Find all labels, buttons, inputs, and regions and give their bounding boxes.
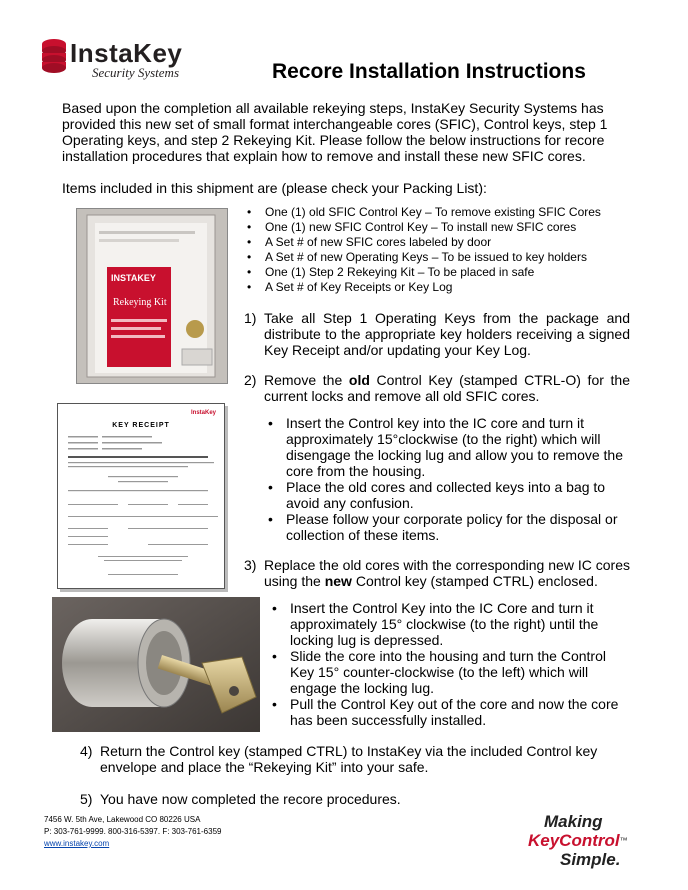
- step-text: Replace the old cores with the corresponding new IC cores using the new Control key (stamped CTRL) enclosed.: [264, 557, 630, 589]
- step-number: 1): [244, 310, 257, 326]
- step-text: Return the Control key (stamped CTRL) to InstaKey via the included Control key envelope and place the “Rekeying Kit” into your safe.: [100, 743, 598, 775]
- step-2-bullets: [268, 415, 628, 543]
- slogan: [528, 812, 628, 869]
- logo-wordmark: InstaKey: [70, 38, 183, 68]
- slogan-line-2: KeyControl: [528, 831, 620, 850]
- step-text: You have now completed the recore procedures.: [100, 791, 401, 807]
- footer-address: 7456 W. 5th Ave, Lakewood CO 80226 USA: [44, 815, 201, 824]
- receipt-brand: InstaKey: [190, 410, 216, 416]
- kit-label-text: Rekeying Kit: [113, 297, 167, 308]
- logo-tagline: Security Systems: [92, 65, 180, 80]
- list-item: • Insert the Control Key into the IC Core and turn it approximately 15° clockwise (to the right) until the locking lug is depressed.: [272, 600, 628, 648]
- list-item: • Please follow your corporate policy for the disposal or collection of these items.: [268, 511, 628, 543]
- slogan-line-3: Simple.: [560, 850, 621, 869]
- step-number: 4): [80, 743, 93, 759]
- slogan-line-1: Making: [544, 812, 603, 831]
- list-item: • Pull the Control Key out of the core and now the core has been successfully installed.: [272, 696, 628, 728]
- intro-paragraph: Based upon the completion all available rekeying steps, InstaKey Security Systems has provided this new set of small format interchangeable cores (SFIC), Control keys, step 1 Operating keys, and step 2 Rekeying Kit. Please follow the below instructions for recore installation procedures that explain how to remove and install these new SFIC cores.: [62, 100, 608, 164]
- step-number: 2): [244, 372, 257, 388]
- list-item: • Slide the core into the housing and turn the Control Key 15° counter-clockwise (to the left) which will engage the locking lug.: [272, 648, 628, 696]
- footer-address-block: [44, 814, 221, 850]
- receipt-title: KEY RECEIPT: [112, 422, 170, 429]
- list-item: • One (1) old SFIC Control Key – To remove existing SFIC Cores: [245, 205, 645, 220]
- shipment-items-list: [245, 205, 645, 295]
- list-item: • A Set # of new SFIC cores labeled by door: [245, 235, 645, 250]
- list-item: • A Set # of Key Receipts or Key Log: [245, 280, 645, 295]
- list-item: • One (1) Step 2 Rekeying Kit – To be placed in safe: [245, 265, 645, 280]
- step-5: [80, 791, 632, 809]
- website-link[interactable]: www.instakey.com: [44, 839, 110, 848]
- step-3: [244, 557, 630, 593]
- core-and-key-photo: [52, 597, 260, 732]
- list-item: • One (1) new SFIC Control Key – To install new SFIC cores: [245, 220, 645, 235]
- step-text: Take all Step 1 Operating Keys from the package and distribute to the appropriate key holders receiving a signed Key Receipt and/or updating your Key Log.: [264, 310, 630, 358]
- list-item: • Place the old cores and collected keys into a bag to avoid any confusion.: [268, 479, 628, 511]
- rekeying-kit-photo: [76, 208, 228, 384]
- step-2: [244, 372, 630, 408]
- instakey-logo-icon: [40, 36, 68, 76]
- list-item: • A Set # of new Operating Keys – To be issued to key holders: [245, 250, 645, 265]
- kit-brand-text: INSTAKEY: [111, 273, 156, 283]
- step-number: 3): [244, 557, 257, 573]
- step-1: [244, 310, 630, 360]
- step-number: 5): [80, 791, 93, 807]
- page-title: Recore Installation Instructions: [272, 60, 586, 83]
- step-text: Remove the old Control Key (stamped CTRL-O) for the current locks and remove all old SFIC cores.: [264, 372, 630, 404]
- items-heading: Items included in this shipment are (please check your Packing List):: [62, 180, 487, 196]
- footer-phones: P: 303-761-9999. 800-316-5397. F: 303-761-6359: [44, 827, 222, 836]
- key-receipt-image: [57, 403, 225, 589]
- trademark-mark: ™: [619, 836, 628, 845]
- step-4: [80, 743, 632, 779]
- list-item: • Insert the Control key into the IC core and turn it approximately 15°clockwise (to the right) which will disengage the locking lug and allow you to remove the core from the housing.: [268, 415, 628, 479]
- step-3-bullets: [272, 600, 628, 728]
